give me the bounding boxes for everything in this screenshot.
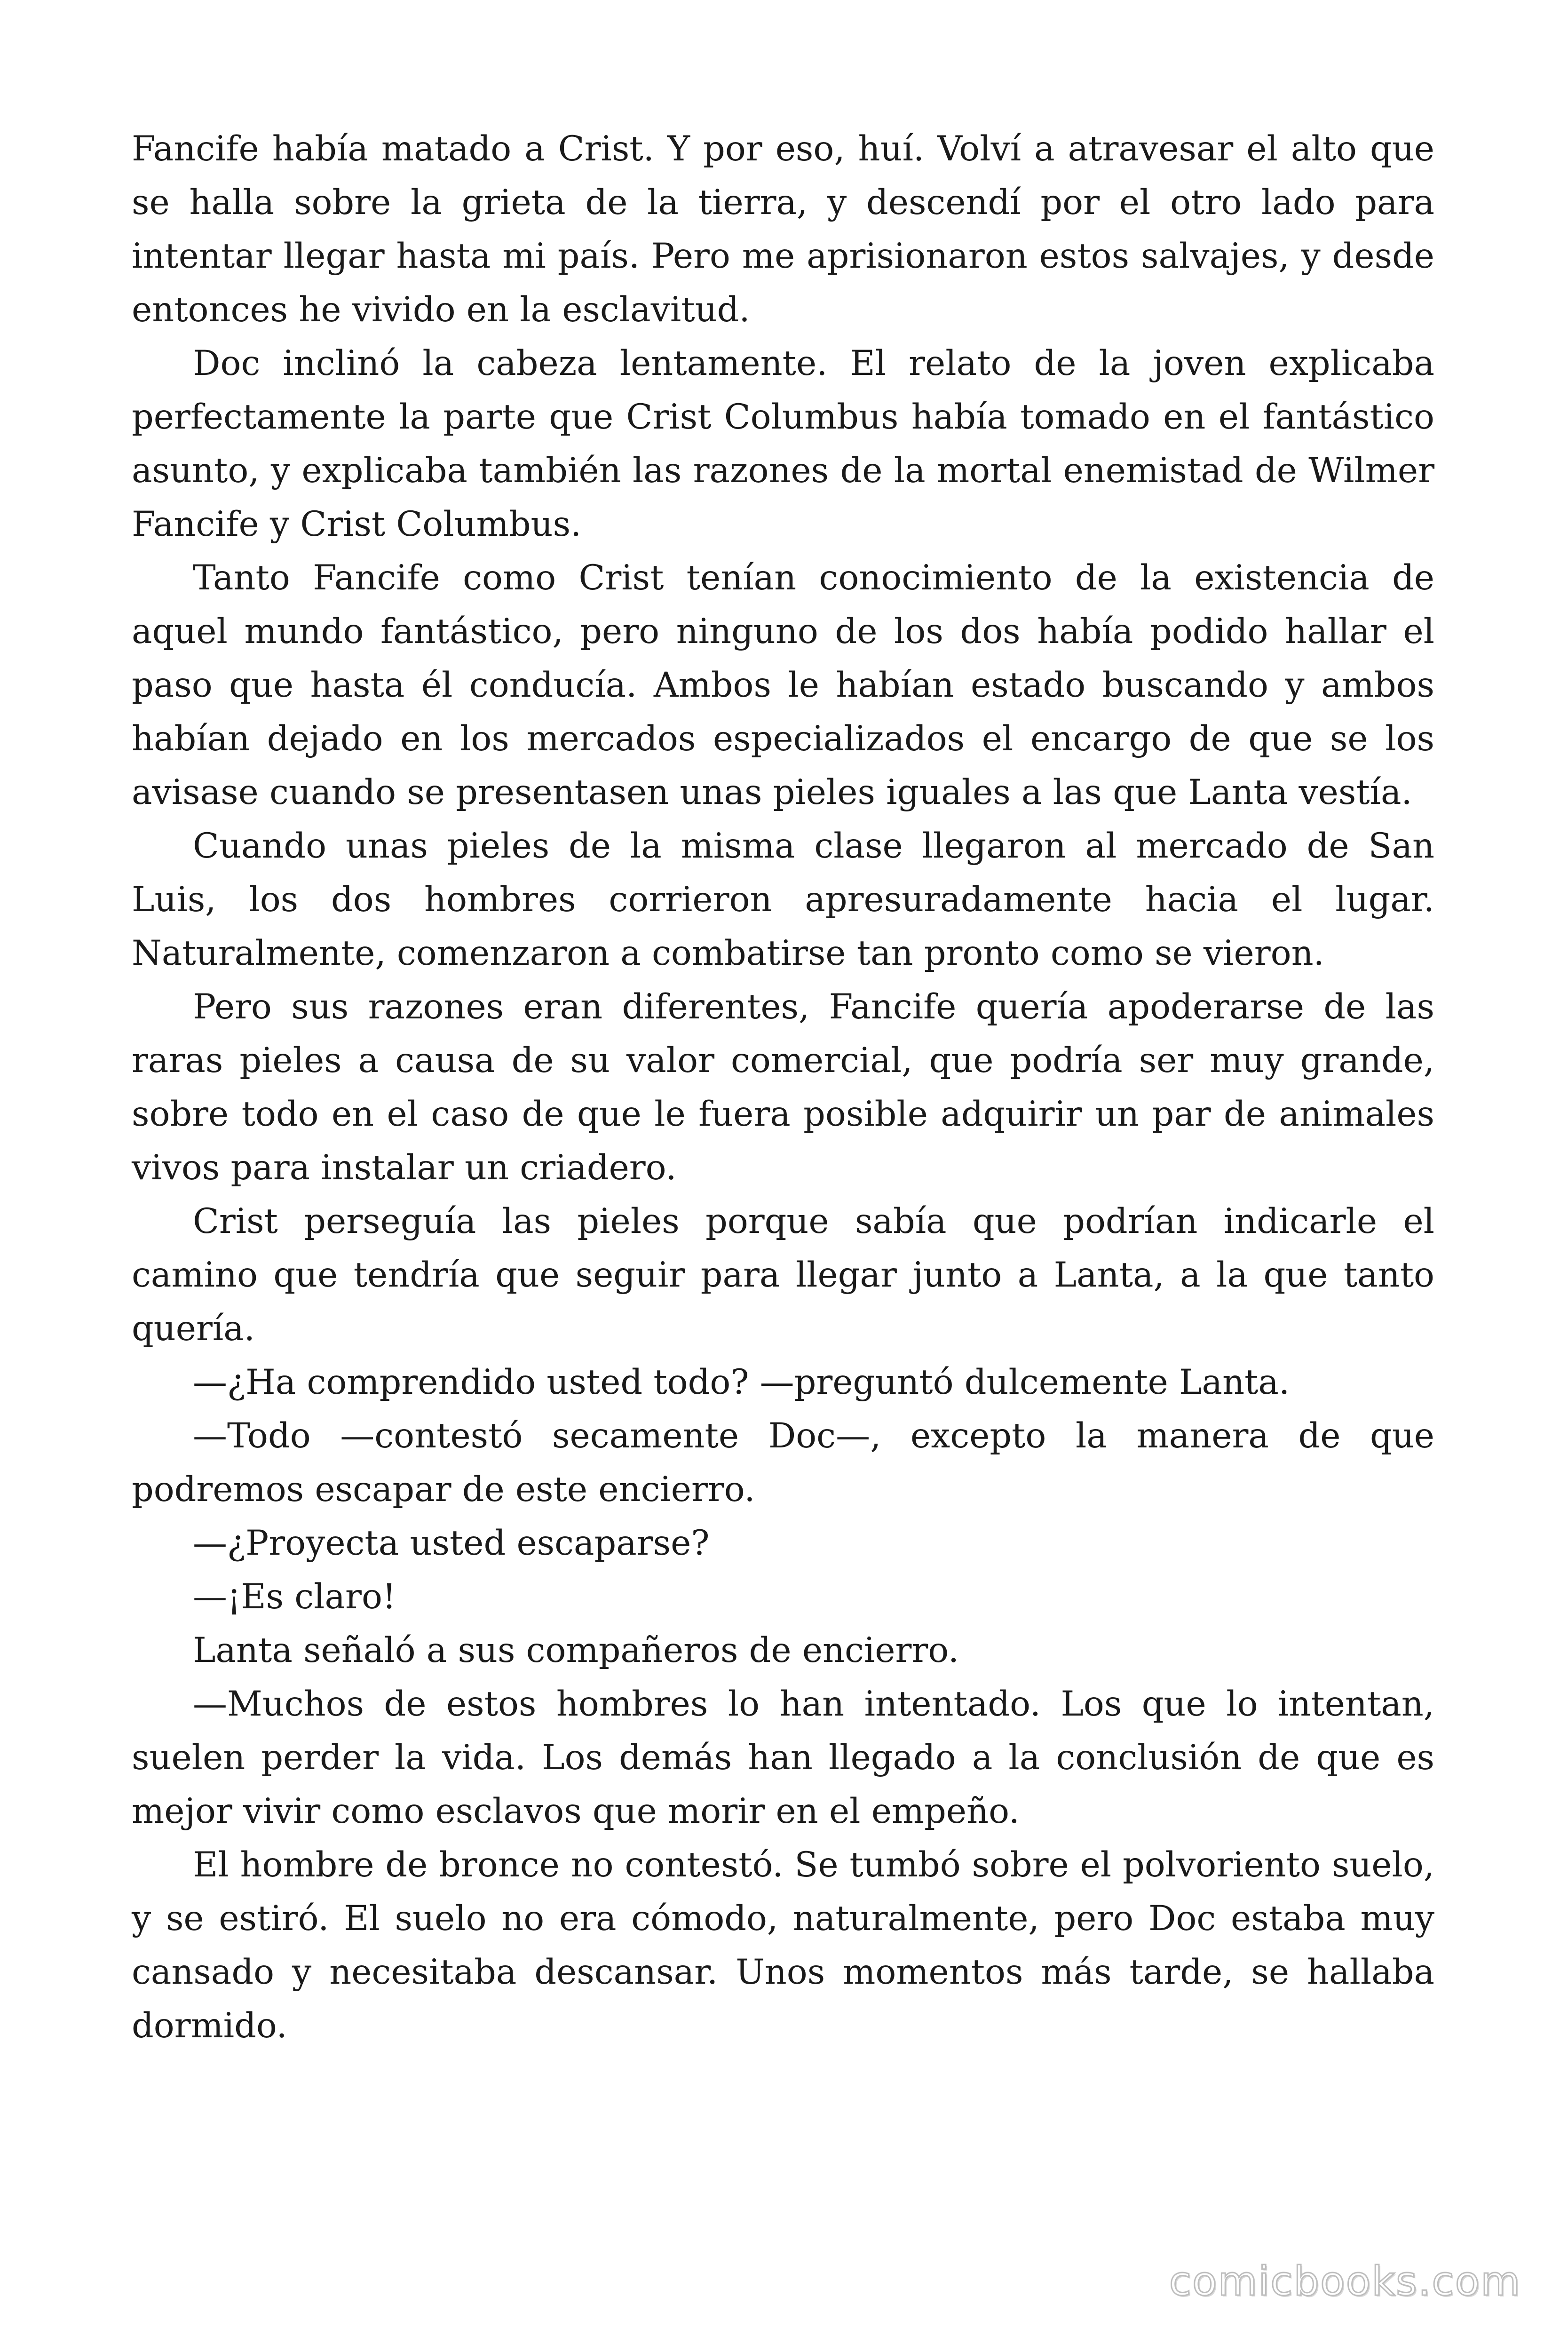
paragraph: —¿Proyecta usted escaparse? <box>193 1523 710 1563</box>
paragraph: —¡Es claro! <box>193 1577 396 1617</box>
paragraph: Cuando unas pieles de la misma clase llegaron al mercado de San Luis, los dos hombres corrieron apresuradamente hacia el lugar. Naturalmente, comenzaron a combatirse tan pronto como se vieron. <box>132 826 1434 973</box>
paragraph: Doc inclinó la cabeza lentamente. El relato de la joven explicaba perfectamente la parte que Crist Columbus había tomado en el fantástico asunto, y explicaba también las razones de la mortal enemistad de Wilmer Fancife y Crist Columbus. <box>132 343 1434 544</box>
paragraph: Fancife había matado a Crist. Y por eso, huí. Volví a atravesar el alto que se halla sobre la grieta de la tierra, y descendí por el otro lado para intentar llegar hasta mi país. Pero me aprisionaron estos salvajes, y desde entonces he vivido en la esclavitud. <box>132 129 1434 330</box>
paragraph: Crist perseguía las pieles porque sabía que podrían indicarle el camino que tendría que seguir para llegar junto a Lanta, a la que tanto quería. <box>132 1201 1434 1349</box>
page-body <box>132 122 1434 2053</box>
paragraph: —Todo —contestó secamente Doc—, excepto la manera de que podremos escapar de este encierro. <box>132 1416 1434 1510</box>
watermark: comicbooks.com <box>1169 2258 1521 2305</box>
paragraph: Lanta señaló a sus compañeros de encierro. <box>193 1630 959 1670</box>
paragraph: Pero sus razones eran diferentes, Fancife quería apoderarse de las raras pieles a causa de su valor comercial, que podría ser muy grande, sobre todo en el caso de que le fuera posible adquirir un par de animales vivos para instalar un criadero. <box>132 987 1434 1188</box>
paragraph: —Muchos de estos hombres lo han intentado. Los que lo intentan, suelen perder la vida. Los demás han llegado a la conclusión de que es mejor vivir como esclavos que morir en el empeño. <box>132 1684 1434 1831</box>
paragraph: Tanto Fancife como Crist tenían conocimiento de la existencia de aquel mundo fantástico, pero ninguno de los dos había podido hallar el paso que hasta él conducía. Ambos le habían estado buscando y ambos habían dejado en los mercados especializados el encargo de que se los avisase cuando se presentasen unas pieles iguales a las que Lanta vestía. <box>132 558 1434 812</box>
paragraph: —¿Ha comprendido usted todo? —preguntó dulcemente Lanta. <box>193 1362 1290 1402</box>
paragraph: El hombre de bronce no contestó. Se tumbó sobre el polvoriento suelo, y se estiró. El suelo no era cómodo, naturalmente, pero Doc estaba muy cansado y necesitaba descansar. Unos momentos más tarde, se hallaba dormido. <box>132 1845 1434 2046</box>
